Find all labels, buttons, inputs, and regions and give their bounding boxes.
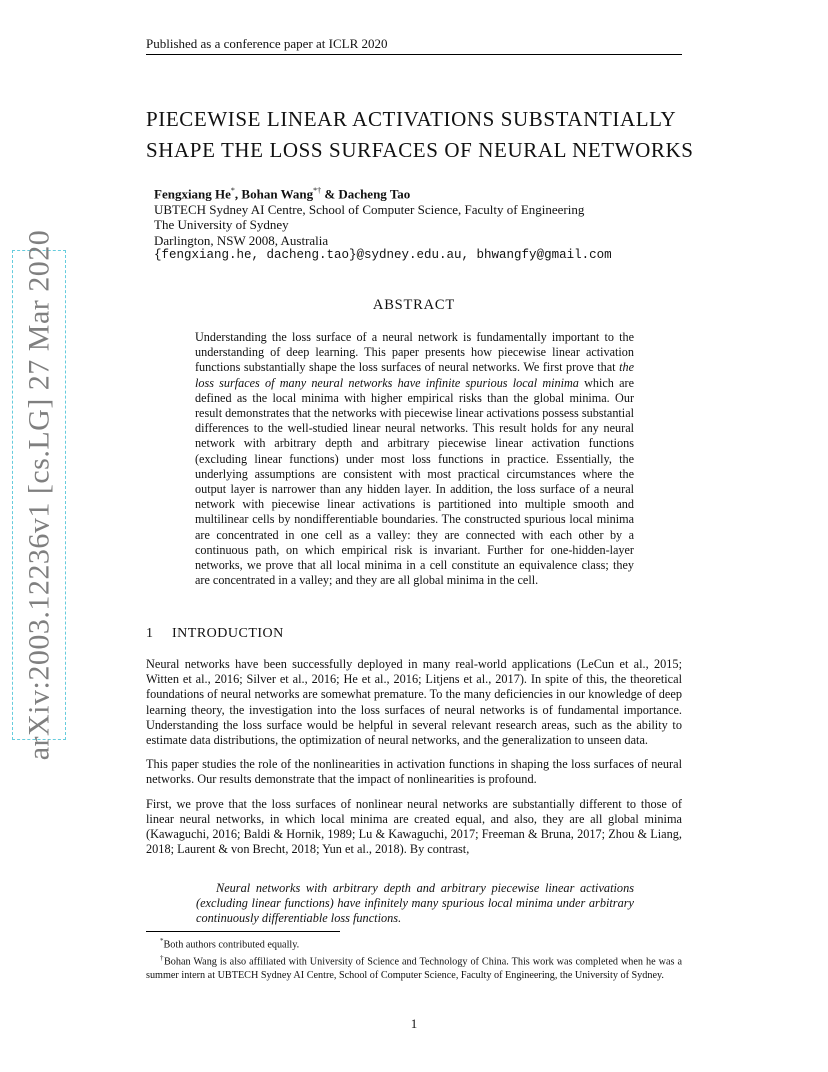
footnote-2-mark: † xyxy=(160,953,164,962)
section-title: INTRODUCTION xyxy=(172,626,284,641)
footnote-rule xyxy=(146,931,340,932)
abstract-text-1: Understanding the loss surface of a neural network is fundamentally important to the understanding of deep learning. This paper presents how piecewise linear activation functions substantially shape the loss surfaces of neural networks. We first prove that xyxy=(195,330,634,375)
page-number: 1 xyxy=(410,1016,418,1031)
section-number: 1 xyxy=(146,626,154,641)
author-1-mark: * xyxy=(230,186,235,195)
title-line-2: SHAPE THE LOSS SURFACES OF NEURAL NETWORKS xyxy=(146,138,694,162)
title-line-1: PIECEWISE LINEAR ACTIVATIONS SUBSTANTIALLY xyxy=(146,107,677,131)
author-1: Fengxiang He xyxy=(154,186,231,202)
footnotes xyxy=(146,935,682,982)
author-block xyxy=(154,183,714,264)
abstract-text-italic: the loss surfaces of many neural networks have infinite spurious local minima xyxy=(195,360,634,390)
author-names xyxy=(154,183,714,202)
paragraph-2: This paper studies the role of the nonlinearities in activation functions in shaping the loss surfaces of neural networks. Our results demonstrate that the impact of nonlinearities is profound. xyxy=(146,757,682,787)
paragraph-3: First, we prove that the loss surfaces of nonlinear neural networks are substantially different to those of linear neural networks, in which local minima are created equal, and also, they are all global minima (Kawaguchi, 2016; Baldi & Hornik, 1989; Lu & Kawaguchi, 2017; Freeman & Bruna, 2017; Zhou & Liang, 2018; Laurent & von Brecht, 2018; Yun et al., 2018). By contrast, xyxy=(146,796,682,857)
section-heading xyxy=(146,626,284,642)
footnote-1-mark: * xyxy=(160,937,164,945)
author-2: , Bohan Wang xyxy=(234,186,314,202)
theorem-quote: Neural networks with arbitrary depth and arbitrary piecewise linear activations (excluding linear functions) have infinitely many spurious local minima under arbitrary continuously differentiable loss functions. xyxy=(196,881,634,926)
arxiv-stamp-text: arXiv:2003.12236v1 [cs.LG] 27 Mar 2020 xyxy=(22,229,55,761)
footnote-1 xyxy=(146,935,682,952)
author-2-mark: *† xyxy=(313,186,322,195)
emails: {fengxiang.he, dacheng.tao}@sydney.edu.au, bhwangfy@gmail.com xyxy=(154,248,612,263)
paper-title xyxy=(146,104,706,166)
affiliation: UBTECH Sydney AI Centre, School of Computer Science, Faculty of Engineering xyxy=(154,201,585,217)
footnote-2 xyxy=(146,952,682,982)
university: The University of Sydney xyxy=(154,217,289,233)
abstract-body xyxy=(195,330,634,588)
running-header: Published as a conference paper at ICLR 2020 xyxy=(146,36,682,55)
author-3: & Dacheng Tao xyxy=(321,186,411,202)
footnote-2-text: Bohan Wang is also affiliated with University of Science and Technology of China. This work was completed when he was a summer intern at UBTECH Sydney AI Centre, School of Computer Science, Faculty of Engineering, the University of Sydney. xyxy=(146,956,683,981)
abstract-heading: ABSTRACT xyxy=(372,297,456,313)
arxiv-stamp xyxy=(12,229,66,761)
paragraph-1: Neural networks have been successfully deployed in many real-world applications (LeCun et al., 2015; Witten et al., 2016; Silver et al., 2016; He et al., 2016; Litjens et al., 2017). In spite of this, the theoretical foundations of neural networks are somewhat premature. To the many deficiencies in our knowledge of deep learning theory, the investigation into the loss surfaces of neural networks is of fundamental importance. Understanding the loss surface would be helpful in several relevant research areas, such as the ability to estimate data distributions, the optimization of neural networks, and the generalization to unseen data. xyxy=(146,657,682,748)
abstract-text-2: which are defined as the local minima with higher empirical risks than the global minima. Our result demonstrates that the networks with piecewise linear activations possess substantial differences to the well-studied linear neural networks. This result holds for any neural network with arbitrary depth and arbitrary piecewise linear activation functions (excluding linear functions) under most loss functions in practice. Essentially, the underlying assumptions are consistent with most practical circumstances where the output layer is narrower than any hidden layer. In addition, the loss surface of a neural network with piecewise linear activations is partitioned into multiple smooth and multilinear cells by nondifferentiable boundaries. The constructed spurious local minima are concentrated in one cell as a valley: they are connected with each other by a continuous path, on which empirical risk is invariant. Further for one-hidden-layer networks, we prove that all local minima in a cell constitute an equivalence class; they are concentrated in a valley; and they are all global minima in the cell. xyxy=(195,375,634,588)
address: Darlington, NSW 2008, Australia xyxy=(154,232,329,248)
intro-body xyxy=(146,657,682,866)
footnote-1-text: Both authors contributed equally. xyxy=(163,939,300,951)
